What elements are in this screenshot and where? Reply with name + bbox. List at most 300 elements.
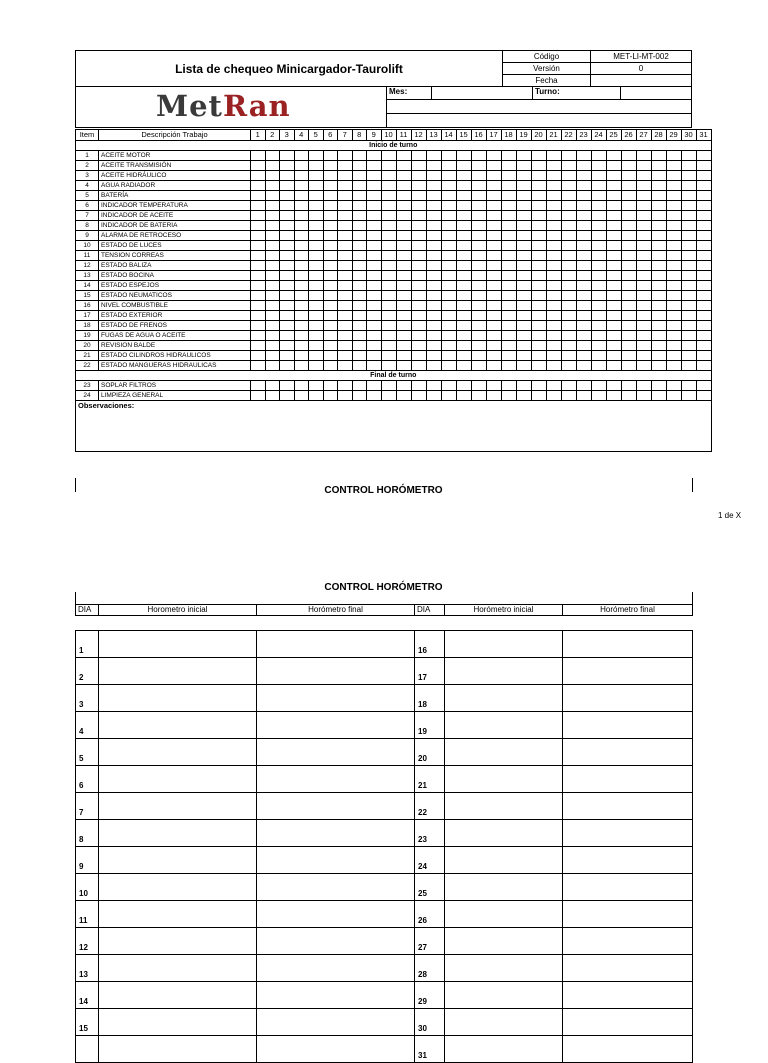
check-cell[interactable] <box>441 261 456 271</box>
check-cell[interactable] <box>486 171 501 181</box>
check-cell[interactable] <box>606 191 621 201</box>
check-cell[interactable] <box>546 151 561 161</box>
initial-reading-right[interactable] <box>445 739 563 766</box>
check-cell[interactable] <box>265 151 280 161</box>
check-cell[interactable] <box>561 161 576 171</box>
check-cell[interactable] <box>591 201 606 211</box>
check-cell[interactable] <box>471 391 486 401</box>
final-reading-left[interactable] <box>257 685 415 712</box>
check-cell[interactable] <box>338 221 353 231</box>
check-cell[interactable] <box>309 161 324 171</box>
check-cell[interactable] <box>681 281 696 291</box>
check-cell[interactable] <box>501 241 516 251</box>
check-cell[interactable] <box>381 171 396 181</box>
check-cell[interactable] <box>381 381 396 391</box>
check-cell[interactable] <box>441 231 456 241</box>
check-cell[interactable] <box>501 251 516 261</box>
check-cell[interactable] <box>396 241 411 251</box>
check-cell[interactable] <box>606 361 621 371</box>
check-cell[interactable] <box>280 231 295 241</box>
check-cell[interactable] <box>666 261 681 271</box>
check-cell[interactable] <box>516 361 531 371</box>
check-cell[interactable] <box>441 381 456 391</box>
initial-reading-right[interactable] <box>445 928 563 955</box>
check-cell[interactable] <box>651 271 666 281</box>
check-cell[interactable] <box>280 151 295 161</box>
check-cell[interactable] <box>666 221 681 231</box>
check-cell[interactable] <box>651 251 666 261</box>
check-cell[interactable] <box>606 271 621 281</box>
check-cell[interactable] <box>352 361 367 371</box>
check-cell[interactable] <box>441 361 456 371</box>
check-cell[interactable] <box>441 201 456 211</box>
check-cell[interactable] <box>576 171 591 181</box>
check-cell[interactable] <box>696 331 711 341</box>
check-cell[interactable] <box>591 351 606 361</box>
check-cell[interactable] <box>501 211 516 221</box>
check-cell[interactable] <box>501 231 516 241</box>
check-cell[interactable] <box>352 311 367 321</box>
check-cell[interactable] <box>441 301 456 311</box>
check-cell[interactable] <box>591 191 606 201</box>
check-cell[interactable] <box>666 181 681 191</box>
check-cell[interactable] <box>561 281 576 291</box>
check-cell[interactable] <box>546 291 561 301</box>
check-cell[interactable] <box>606 251 621 261</box>
final-reading-right[interactable] <box>563 982 693 1009</box>
check-cell[interactable] <box>666 361 681 371</box>
check-cell[interactable] <box>367 211 382 221</box>
check-cell[interactable] <box>486 151 501 161</box>
check-cell[interactable] <box>441 311 456 321</box>
check-cell[interactable] <box>576 341 591 351</box>
check-cell[interactable] <box>381 251 396 261</box>
check-cell[interactable] <box>280 261 295 271</box>
check-cell[interactable] <box>323 311 338 321</box>
check-cell[interactable] <box>516 191 531 201</box>
final-reading-left[interactable] <box>257 1009 415 1036</box>
check-cell[interactable] <box>651 351 666 361</box>
check-cell[interactable] <box>352 231 367 241</box>
observations-field[interactable] <box>76 401 712 452</box>
check-cell[interactable] <box>606 341 621 351</box>
check-cell[interactable] <box>501 291 516 301</box>
check-cell[interactable] <box>367 381 382 391</box>
check-cell[interactable] <box>426 291 441 301</box>
check-cell[interactable] <box>561 221 576 231</box>
check-cell[interactable] <box>591 151 606 161</box>
check-cell[interactable] <box>696 171 711 181</box>
check-cell[interactable] <box>486 331 501 341</box>
check-cell[interactable] <box>696 261 711 271</box>
check-cell[interactable] <box>681 251 696 261</box>
check-cell[interactable] <box>636 181 651 191</box>
check-cell[interactable] <box>501 341 516 351</box>
check-cell[interactable] <box>338 391 353 401</box>
check-cell[interactable] <box>294 341 309 351</box>
check-cell[interactable] <box>396 271 411 281</box>
final-reading-left[interactable] <box>257 901 415 928</box>
check-cell[interactable] <box>338 241 353 251</box>
initial-reading-right[interactable] <box>445 847 563 874</box>
check-cell[interactable] <box>367 341 382 351</box>
check-cell[interactable] <box>338 321 353 331</box>
check-cell[interactable] <box>441 191 456 201</box>
initial-reading-left[interactable] <box>99 766 257 793</box>
check-cell[interactable] <box>396 381 411 391</box>
check-cell[interactable] <box>606 261 621 271</box>
check-cell[interactable] <box>367 251 382 261</box>
check-cell[interactable] <box>531 161 546 171</box>
check-cell[interactable] <box>666 381 681 391</box>
check-cell[interactable] <box>681 161 696 171</box>
check-cell[interactable] <box>441 391 456 401</box>
check-cell[interactable] <box>636 231 651 241</box>
check-cell[interactable] <box>294 171 309 181</box>
check-cell[interactable] <box>367 331 382 341</box>
check-cell[interactable] <box>636 251 651 261</box>
check-cell[interactable] <box>338 191 353 201</box>
check-cell[interactable] <box>516 331 531 341</box>
initial-reading-left[interactable] <box>99 658 257 685</box>
check-cell[interactable] <box>591 161 606 171</box>
check-cell[interactable] <box>352 171 367 181</box>
check-cell[interactable] <box>396 301 411 311</box>
check-cell[interactable] <box>486 281 501 291</box>
check-cell[interactable] <box>381 191 396 201</box>
check-cell[interactable] <box>471 271 486 281</box>
initial-reading-right[interactable] <box>445 955 563 982</box>
final-reading-left[interactable] <box>257 847 415 874</box>
check-cell[interactable] <box>471 251 486 261</box>
check-cell[interactable] <box>591 221 606 231</box>
check-cell[interactable] <box>309 251 324 261</box>
check-cell[interactable] <box>251 191 266 201</box>
check-cell[interactable] <box>323 251 338 261</box>
final-reading-left[interactable] <box>257 793 415 820</box>
initial-reading-right[interactable] <box>445 685 563 712</box>
check-cell[interactable] <box>426 341 441 351</box>
check-cell[interactable] <box>576 261 591 271</box>
check-cell[interactable] <box>636 201 651 211</box>
check-cell[interactable] <box>666 391 681 401</box>
check-cell[interactable] <box>651 191 666 201</box>
check-cell[interactable] <box>309 361 324 371</box>
check-cell[interactable] <box>576 201 591 211</box>
check-cell[interactable] <box>636 311 651 321</box>
check-cell[interactable] <box>621 261 636 271</box>
check-cell[interactable] <box>591 231 606 241</box>
check-cell[interactable] <box>309 261 324 271</box>
check-cell[interactable] <box>456 361 471 371</box>
check-cell[interactable] <box>531 271 546 281</box>
check-cell[interactable] <box>516 281 531 291</box>
check-cell[interactable] <box>621 351 636 361</box>
final-reading-right[interactable] <box>563 820 693 847</box>
check-cell[interactable] <box>441 351 456 361</box>
check-cell[interactable] <box>456 241 471 251</box>
check-cell[interactable] <box>696 351 711 361</box>
check-cell[interactable] <box>666 231 681 241</box>
check-cell[interactable] <box>411 151 426 161</box>
check-cell[interactable] <box>681 211 696 221</box>
check-cell[interactable] <box>651 261 666 271</box>
check-cell[interactable] <box>471 351 486 361</box>
check-cell[interactable] <box>546 171 561 181</box>
check-cell[interactable] <box>471 191 486 201</box>
check-cell[interactable] <box>621 331 636 341</box>
check-cell[interactable] <box>251 151 266 161</box>
check-cell[interactable] <box>426 381 441 391</box>
check-cell[interactable] <box>456 321 471 331</box>
check-cell[interactable] <box>411 231 426 241</box>
check-cell[interactable] <box>576 361 591 371</box>
check-cell[interactable] <box>367 261 382 271</box>
check-cell[interactable] <box>681 361 696 371</box>
check-cell[interactable] <box>367 171 382 181</box>
initial-reading-left[interactable] <box>99 631 257 658</box>
check-cell[interactable] <box>531 291 546 301</box>
check-cell[interactable] <box>352 221 367 231</box>
check-cell[interactable] <box>396 231 411 241</box>
check-cell[interactable] <box>294 221 309 231</box>
check-cell[interactable] <box>352 251 367 261</box>
check-cell[interactable] <box>396 221 411 231</box>
check-cell[interactable] <box>576 301 591 311</box>
check-cell[interactable] <box>280 381 295 391</box>
check-cell[interactable] <box>606 301 621 311</box>
check-cell[interactable] <box>441 171 456 181</box>
check-cell[interactable] <box>396 291 411 301</box>
check-cell[interactable] <box>265 281 280 291</box>
final-reading-right[interactable] <box>563 712 693 739</box>
check-cell[interactable] <box>471 151 486 161</box>
check-cell[interactable] <box>516 171 531 181</box>
check-cell[interactable] <box>309 381 324 391</box>
check-cell[interactable] <box>352 351 367 361</box>
check-cell[interactable] <box>531 151 546 161</box>
check-cell[interactable] <box>280 221 295 231</box>
check-cell[interactable] <box>561 251 576 261</box>
check-cell[interactable] <box>666 271 681 281</box>
initial-reading-left[interactable] <box>99 1009 257 1036</box>
check-cell[interactable] <box>411 351 426 361</box>
initial-reading-right[interactable] <box>445 982 563 1009</box>
check-cell[interactable] <box>280 331 295 341</box>
check-cell[interactable] <box>486 351 501 361</box>
check-cell[interactable] <box>561 201 576 211</box>
check-cell[interactable] <box>651 231 666 241</box>
check-cell[interactable] <box>546 261 561 271</box>
check-cell[interactable] <box>280 301 295 311</box>
check-cell[interactable] <box>471 291 486 301</box>
check-cell[interactable] <box>471 281 486 291</box>
check-cell[interactable] <box>323 231 338 241</box>
check-cell[interactable] <box>681 191 696 201</box>
check-cell[interactable] <box>294 281 309 291</box>
check-cell[interactable] <box>486 291 501 301</box>
initial-reading-left[interactable] <box>99 793 257 820</box>
check-cell[interactable] <box>294 251 309 261</box>
check-cell[interactable] <box>486 181 501 191</box>
check-cell[interactable] <box>531 331 546 341</box>
check-cell[interactable] <box>381 281 396 291</box>
check-cell[interactable] <box>441 331 456 341</box>
check-cell[interactable] <box>666 331 681 341</box>
check-cell[interactable] <box>309 391 324 401</box>
check-cell[interactable] <box>696 361 711 371</box>
check-cell[interactable] <box>636 171 651 181</box>
check-cell[interactable] <box>636 241 651 251</box>
check-cell[interactable] <box>441 271 456 281</box>
check-cell[interactable] <box>531 251 546 261</box>
check-cell[interactable] <box>456 381 471 391</box>
check-cell[interactable] <box>486 191 501 201</box>
check-cell[interactable] <box>546 321 561 331</box>
check-cell[interactable] <box>501 391 516 401</box>
check-cell[interactable] <box>591 171 606 181</box>
check-cell[interactable] <box>576 291 591 301</box>
initial-reading-right[interactable] <box>445 820 563 847</box>
check-cell[interactable] <box>426 221 441 231</box>
check-cell[interactable] <box>381 301 396 311</box>
check-cell[interactable] <box>396 351 411 361</box>
check-cell[interactable] <box>621 211 636 221</box>
check-cell[interactable] <box>352 321 367 331</box>
initial-reading-left[interactable] <box>99 685 257 712</box>
check-cell[interactable] <box>426 171 441 181</box>
check-cell[interactable] <box>576 191 591 201</box>
check-cell[interactable] <box>531 221 546 231</box>
check-cell[interactable] <box>591 241 606 251</box>
check-cell[interactable] <box>696 211 711 221</box>
check-cell[interactable] <box>338 291 353 301</box>
check-cell[interactable] <box>294 331 309 341</box>
check-cell[interactable] <box>471 221 486 231</box>
check-cell[interactable] <box>352 151 367 161</box>
check-cell[interactable] <box>309 351 324 361</box>
check-cell[interactable] <box>265 391 280 401</box>
check-cell[interactable] <box>411 161 426 171</box>
check-cell[interactable] <box>338 161 353 171</box>
check-cell[interactable] <box>456 331 471 341</box>
check-cell[interactable] <box>381 231 396 241</box>
check-cell[interactable] <box>606 311 621 321</box>
check-cell[interactable] <box>696 271 711 281</box>
check-cell[interactable] <box>591 361 606 371</box>
check-cell[interactable] <box>531 341 546 351</box>
check-cell[interactable] <box>561 351 576 361</box>
final-reading-left[interactable] <box>257 874 415 901</box>
check-cell[interactable] <box>367 391 382 401</box>
check-cell[interactable] <box>666 151 681 161</box>
check-cell[interactable] <box>323 321 338 331</box>
check-cell[interactable] <box>381 291 396 301</box>
check-cell[interactable] <box>323 291 338 301</box>
check-cell[interactable] <box>651 291 666 301</box>
check-cell[interactable] <box>381 261 396 271</box>
final-reading-left[interactable] <box>257 766 415 793</box>
check-cell[interactable] <box>486 361 501 371</box>
check-cell[interactable] <box>606 331 621 341</box>
check-cell[interactable] <box>251 381 266 391</box>
check-cell[interactable] <box>696 301 711 311</box>
check-cell[interactable] <box>251 211 266 221</box>
check-cell[interactable] <box>280 201 295 211</box>
check-cell[interactable] <box>516 391 531 401</box>
check-cell[interactable] <box>456 311 471 321</box>
check-cell[interactable] <box>367 221 382 231</box>
check-cell[interactable] <box>352 271 367 281</box>
check-cell[interactable] <box>666 161 681 171</box>
check-cell[interactable] <box>396 191 411 201</box>
check-cell[interactable] <box>501 331 516 341</box>
check-cell[interactable] <box>591 181 606 191</box>
check-cell[interactable] <box>456 251 471 261</box>
initial-reading-right[interactable] <box>445 712 563 739</box>
check-cell[interactable] <box>367 321 382 331</box>
check-cell[interactable] <box>621 201 636 211</box>
check-cell[interactable] <box>338 301 353 311</box>
check-cell[interactable] <box>426 181 441 191</box>
check-cell[interactable] <box>516 271 531 281</box>
check-cell[interactable] <box>486 161 501 171</box>
check-cell[interactable] <box>651 281 666 291</box>
check-cell[interactable] <box>471 311 486 321</box>
check-cell[interactable] <box>456 281 471 291</box>
check-cell[interactable] <box>411 181 426 191</box>
check-cell[interactable] <box>396 311 411 321</box>
check-cell[interactable] <box>396 251 411 261</box>
check-cell[interactable] <box>426 271 441 281</box>
check-cell[interactable] <box>576 281 591 291</box>
check-cell[interactable] <box>441 241 456 251</box>
initial-reading-left[interactable] <box>99 739 257 766</box>
check-cell[interactable] <box>696 251 711 261</box>
check-cell[interactable] <box>591 301 606 311</box>
check-cell[interactable] <box>338 261 353 271</box>
check-cell[interactable] <box>309 281 324 291</box>
check-cell[interactable] <box>546 211 561 221</box>
check-cell[interactable] <box>251 231 266 241</box>
check-cell[interactable] <box>265 261 280 271</box>
final-reading-right[interactable] <box>563 1036 693 1063</box>
check-cell[interactable] <box>294 261 309 271</box>
check-cell[interactable] <box>516 261 531 271</box>
check-cell[interactable] <box>621 221 636 231</box>
check-cell[interactable] <box>576 221 591 231</box>
check-cell[interactable] <box>531 181 546 191</box>
check-cell[interactable] <box>352 191 367 201</box>
check-cell[interactable] <box>265 321 280 331</box>
check-cell[interactable] <box>681 271 696 281</box>
check-cell[interactable] <box>561 341 576 351</box>
check-cell[interactable] <box>546 181 561 191</box>
check-cell[interactable] <box>367 301 382 311</box>
check-cell[interactable] <box>591 271 606 281</box>
check-cell[interactable] <box>471 321 486 331</box>
check-cell[interactable] <box>606 381 621 391</box>
check-cell[interactable] <box>546 341 561 351</box>
check-cell[interactable] <box>381 351 396 361</box>
check-cell[interactable] <box>426 151 441 161</box>
check-cell[interactable] <box>531 311 546 321</box>
check-cell[interactable] <box>681 331 696 341</box>
check-cell[interactable] <box>456 341 471 351</box>
check-cell[interactable] <box>294 201 309 211</box>
check-cell[interactable] <box>251 161 266 171</box>
check-cell[interactable] <box>501 271 516 281</box>
